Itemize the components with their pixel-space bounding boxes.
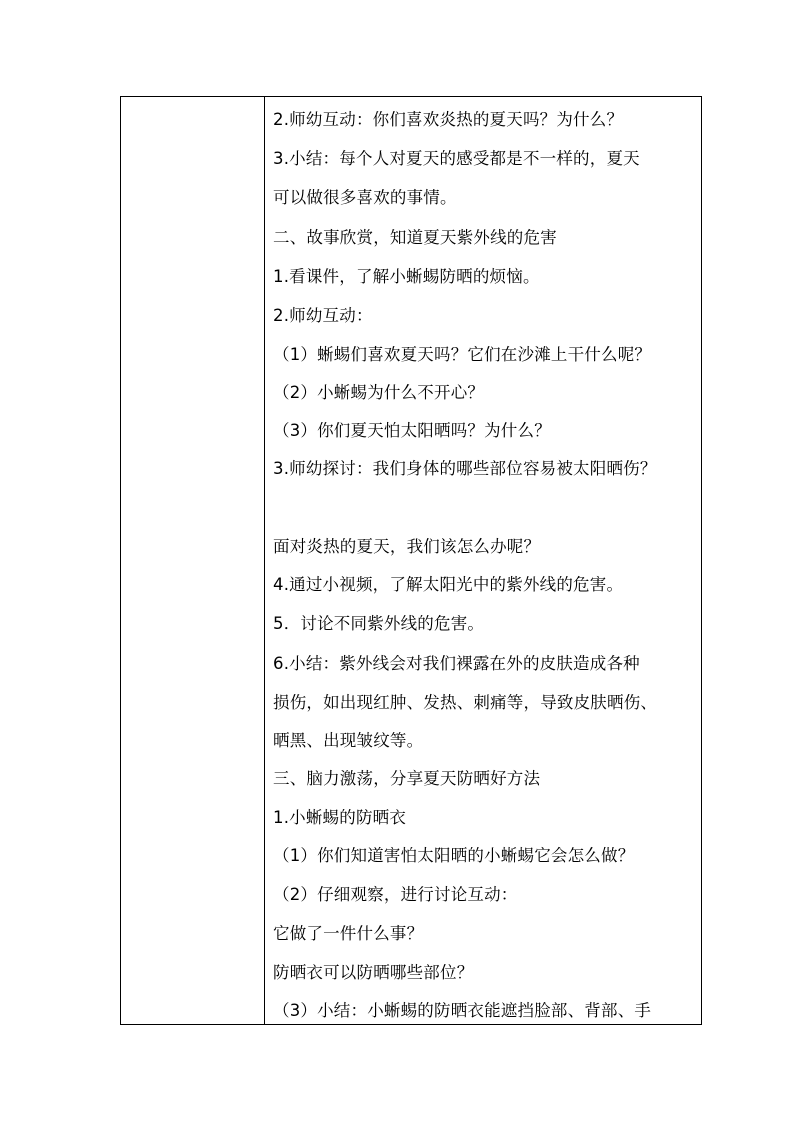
text-line: 3.小结：每个人对夏天的感受都是不一样的，夏天	[273, 149, 640, 168]
text-line: 5．讨论不同紫外线的危害。	[273, 614, 485, 633]
text-line: （3）你们夏天怕太阳晒吗？为什么？	[273, 421, 551, 440]
text-line: （1）蜥蜴们喜欢夏天吗？它们在沙滩上干什么呢？	[273, 345, 652, 364]
section-heading: 二、故事欣赏，知道夏天紫外线的危害	[273, 228, 557, 247]
table-content-cell	[265, 97, 702, 1024]
text-line: 晒黑、出现皱纹等。	[273, 731, 424, 750]
text-line: 6.小结：紫外线会对我们裸露在外的皮肤造成各种	[273, 654, 640, 673]
lesson-table	[120, 96, 702, 1025]
text-line: 它做了一件什么事？	[273, 924, 424, 943]
text-line: 可以做很多喜欢的事情。	[273, 188, 457, 207]
text-line: 1.小蜥蜴的防晒衣	[273, 808, 407, 827]
text-line: 1.看课件，了解小蜥蜴防晒的烦恼。	[273, 267, 540, 286]
text-line: 4.通过小视频，了解太阳光中的紫外线的危害。	[273, 575, 624, 594]
section-heading: 三、脑力激荡，分享夏天防晒好方法	[273, 769, 541, 788]
text-line: 2.师幼互动：你们喜欢炎热的夏天吗？为什么？	[273, 110, 624, 129]
text-line: （2）仔细观察，进行讨论互动：	[273, 885, 518, 904]
text-line: （2）小蜥蜴为什么不开心？	[273, 383, 485, 402]
table-left-cell	[121, 97, 265, 1024]
text-line: 2.师幼互动：	[273, 306, 373, 325]
text-line: 损伤，如出现红肿、发热、刺痛等，导致皮肤晒伤、	[273, 693, 658, 712]
text-line: 面对炎热的夏天，我们该怎么办呢？	[273, 537, 541, 556]
text-line: （3）小结：小蜥蜴的防晒衣能遮挡脸部、背部、手	[273, 1001, 652, 1020]
text-line: 3.师幼探讨：我们身体的哪些部位容易被太阳晒伤？	[273, 459, 657, 478]
text-line: 防晒衣可以防晒哪些部位？	[273, 963, 474, 982]
text-line: （1）你们知道害怕太阳晒的小蜥蜴它会怎么做？	[273, 846, 635, 865]
